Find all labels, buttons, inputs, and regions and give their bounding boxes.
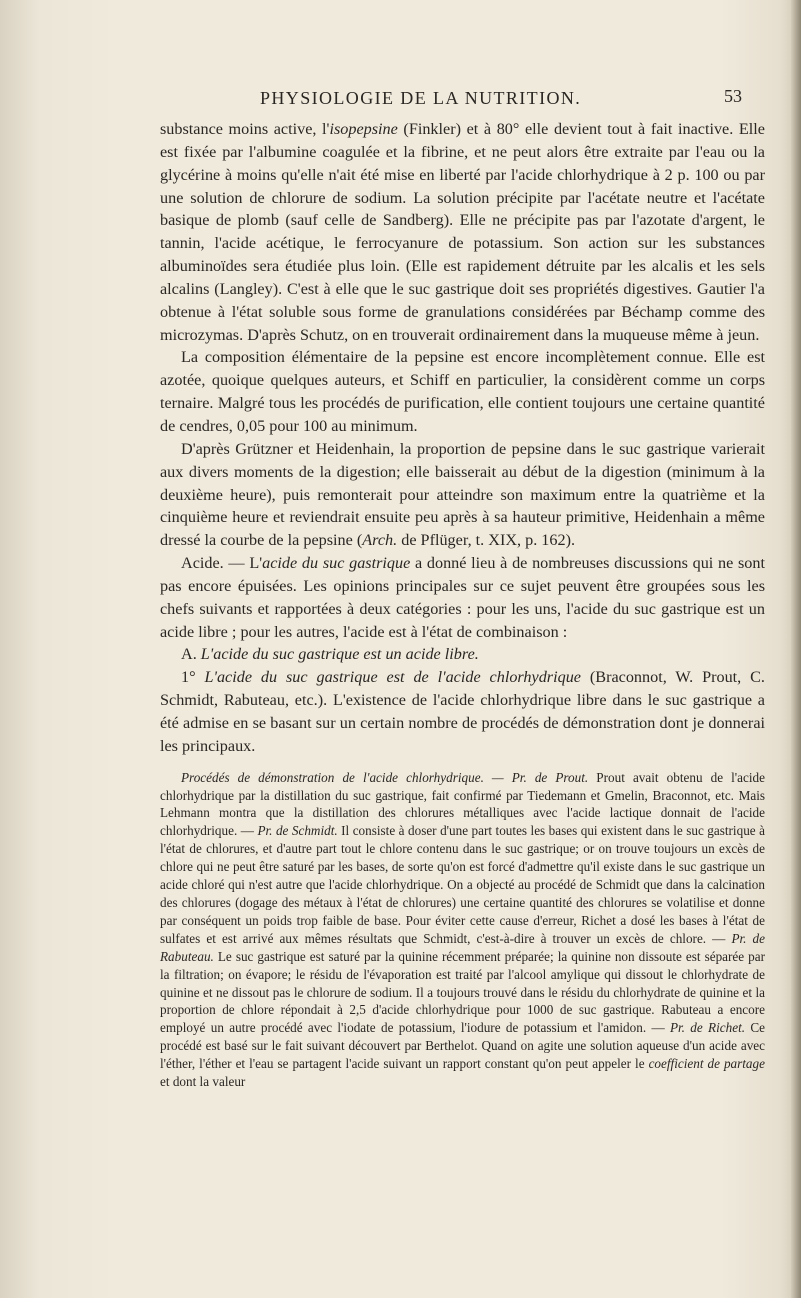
italic-term: L'acide du suc gastrique est de l'acide chlorhydrique [204, 668, 581, 687]
italic-term: Pr. de Schmidt. [257, 823, 338, 839]
italic-term: Pr. de Rabuteau. [160, 930, 765, 964]
page-number: 53 [724, 86, 742, 106]
text-run: Ce procédé est basé sur le fait suivant découvert par Berthelot. Quand on agite une solution aqueuse d'un acide avec l'éther, l'éther et l'eau se partagent l'acide suivant un rapport constant qu'on peut appeler le [160, 1020, 765, 1072]
italic-term: isopepsine [329, 120, 398, 138]
text-run: de Pflüger, t. XIX, p. 162). [397, 531, 576, 550]
text-run: Acide. — L' [181, 554, 263, 573]
main-text [160, 118, 765, 758]
italic-term: L'acide du suc gastrique est un acide libre. [200, 645, 479, 664]
small-print-section [160, 769, 765, 1091]
text-run: Il consiste à doser d'une part toutes les bases qui existent dans le suc gastrique à l'état de chlorures, et d'autre part tout le chlore contenu dans le suc gastrique; or on trouve toujours un excès de chlore qui ne peut être saturé par les bases, de sorte qu'on est forcé d'admettre qu'il existe dans le suc gastrique un acide chloré qui n'est autre que l'acide chlorhydrique. On a objecté au procédé de Schmidt que dans la calcination des chlorures (dogage des métaux à l'état de chlorures) une certaine quantité des chlorures se volatilise et donne par conséquent un poids trop faible de base. Pour éviter cette cause d'erreur, Richet a dosé les bases à l'état de sulfates et est arrivé aux mêmes résultats que Schmidt, c'est-à-dire à trouver un excès de chlore. — [160, 823, 765, 946]
text-run: (Braconnot, W. Prout, C. Schmidt, Rabuteau, etc.). L'existence de l'acide chlorhydrique libre dans le suc gastrique a été admise en se basant sur un certain nombre de procédés de démonstration dont je donnerai les principaux. [160, 668, 765, 755]
page-edge-shadow [791, 0, 801, 1298]
paragraph-acide-chlorhydrique [160, 666, 765, 757]
text-run: Le suc gastrique est saturé par la quinine récemment préparée; la quinine non dissoute est séparée par la filtration; on évapore; le résidu de l'évaporation est traité par l'alcool amylique qui dissout le chlorhydrate de quinine et ne dissout pas le chlorure de sodium. Il a toujours trouvé dans le résidu du chlorhydrate de quinine et la proportion de chlore répondait à 2,5 d'acide chlorhydrique pour 1000 de suc gastrique. Rabuteau a encore employé un autre procédé avec l'iodate de potassium, l'iodure de potassium et l'amidon. — [160, 948, 765, 1036]
text-run: (Finkler) et à 80° elle devient tout à fait inactive. Elle est fixée par l'albumine coagulée et la fibrine, et ne peut alors être extraite par l'eau ou la glycérine à moins qu'elle n'ait été mise en liberté par l'acide chlorhydrique à 2 p. 100 ou par une solution de chlorure de sodium. La solution précipite par l'acétate neutre et l'acétate basique de plomb (sauf celle de Sandberg). Elle ne précipite pas par l'azotate d'argent, le tannin, l'acide acétique, le ferrocyanure de potassium. Son action sur les substances albuminoïdes sera étudiée plus loin. (Elle est rapidement détruite par les alcalis et les sels alcalins (Langley). C'est à elle que le suc gastrique doit ses propriétés digestives. Gautier l'a obtenue à l'état soluble sous forme de granulations considérées par Béchamp comme des microzymas. D'après Schutz, on en trouverait ordinairement dans la muqueuse même à jeun. [160, 120, 765, 344]
paragraph-proportion [160, 438, 765, 552]
paragraph-composition: La composition élémentaire de la pepsine est encore incomplètement connue. Elle est azotée, quoique quelques auteurs, et Schiff en particulier, la considèrent comme un corps ternaire. Malgré tous les procédés de purification, elle contient toujours une certaine quantité de cendres, 0,05 pour 100 au minimum. [160, 348, 765, 435]
text-run: A. [181, 645, 201, 664]
paragraph-procedes [160, 769, 765, 1091]
italic-term: Procédés de démonstration de l'acide chlorhydrique. — Pr. de Prout. [181, 769, 589, 785]
page-header [150, 88, 770, 118]
page-body [160, 118, 765, 1091]
paragraph-acide [160, 552, 765, 643]
italic-term: Arch. [362, 531, 398, 550]
text-run: D'après Grützner et Heidenhain, la proportion de pepsine dans le suc gastrique varierait aux divers moments de la digestion; elle baisserait au début de la digestion (minimum à la deuxième heure), puis remonterait pour atteindre son maximum entre la quatrième et la cinquième heure et reviendrait ensuite peu après à sa hauteur primitive, Heidenhain a même dressé la courbe de la pepsine ( [160, 439, 765, 550]
text-run: et dont la valeur [160, 1074, 246, 1090]
text-run: substance moins active, l' [160, 120, 330, 138]
text-run: Prout avait obtenu de l'acide chlorhydrique par la distillation du suc gastrique, fait confirmé par Tiedemann et Gmelin, Braconnot, etc. Mais Lehmann montra que la distillation des chlorures métalliques avec l'acide lactique donnait de l'acide chlorhydrique. — [160, 769, 766, 839]
text-run: 1° [181, 668, 205, 687]
paragraph-isopepsine [160, 118, 765, 346]
running-head: PHYSIOLOGIE DE LA NUTRITION. [260, 88, 582, 108]
italic-term: Pr. de Richet. [669, 1020, 746, 1036]
paragraph-acide-libre-heading [160, 643, 765, 666]
italic-term: acide du suc gastrique [262, 554, 411, 573]
italic-term: coefficient de partage [648, 1056, 765, 1072]
text-run: a donné lieu à de nombreuses discussions qui ne sont pas encore épuisées. Les opinions principales sur ce sujet peuvent être groupées sous les chefs suivants et rapportées à deux catégories : pour les uns, l'acide du suc gastrique est un acide libre ; pour les autres, l'acide est à l'état de combinaison : [160, 554, 765, 641]
